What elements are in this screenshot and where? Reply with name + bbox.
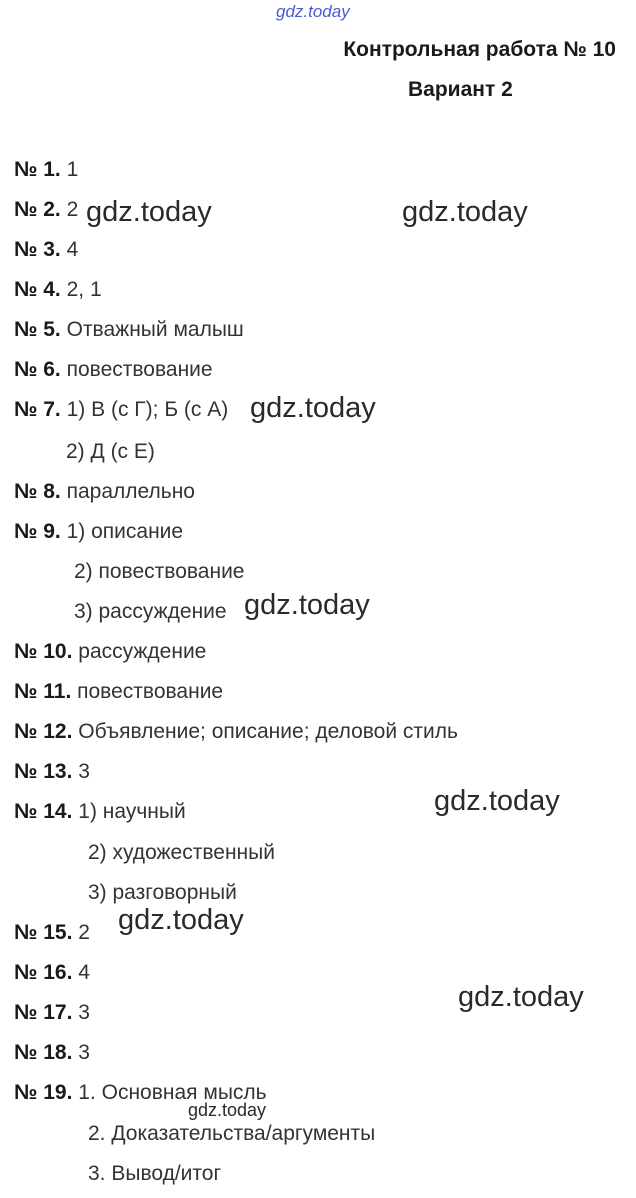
answer-line (14, 1041, 90, 1065)
watermark: gdz.today (188, 1100, 267, 1120)
answer-line (14, 158, 78, 182)
answer-number: № 9. (14, 520, 61, 543)
answer-text: Отважный малыш (66, 318, 244, 341)
answer-line (14, 760, 90, 784)
variant-label: Вариант 2 (408, 78, 513, 101)
answer-text: 2 (66, 198, 79, 221)
page-title: Контрольная работа № 10 (343, 38, 616, 61)
answer-line (66, 440, 155, 464)
answer-line (14, 358, 213, 382)
answer-line (14, 961, 90, 985)
watermark: gdz.today (118, 904, 244, 936)
answer-line (14, 318, 244, 342)
answer-line (88, 1122, 375, 1146)
answer-line (88, 841, 275, 865)
answer-line (14, 398, 228, 422)
answer-line (14, 520, 183, 544)
watermark: gdz.today (402, 196, 528, 228)
answer-number: № 10. (14, 640, 73, 663)
answer-number: № 13. (14, 760, 73, 783)
answer-number: № 7. (14, 398, 61, 421)
answer-line (14, 800, 186, 824)
answer-line (14, 238, 78, 262)
answer-text: 3 (78, 760, 90, 783)
answer-text: 3. Вывод/итог (88, 1162, 222, 1185)
answer-text: 3 (78, 1041, 90, 1064)
answer-line (14, 1001, 90, 1025)
answer-text: 1) описание (66, 520, 184, 543)
watermark: gdz.today (244, 589, 370, 621)
answer-number: № 18. (14, 1041, 73, 1064)
answer-line (14, 198, 78, 222)
answer-line (14, 680, 223, 704)
answer-text: 1. Основная мысль (78, 1081, 267, 1104)
answer-line (14, 720, 458, 744)
answer-number: № 12. (14, 720, 73, 743)
answer-number: № 5. (14, 318, 61, 341)
answer-number: № 4. (14, 278, 61, 301)
answer-line (88, 881, 237, 905)
watermark: gdz.today (250, 392, 376, 424)
answer-text: повествование (66, 358, 213, 381)
answer-text: 2) художественный (88, 841, 275, 864)
watermark: gdz.today (434, 785, 560, 817)
answer-text: 2 (78, 921, 90, 944)
answer-text: рассуждение (78, 640, 207, 663)
answer-text: 2) Д (с Е) (66, 440, 155, 463)
answer-number: № 1. (14, 158, 61, 181)
watermark: gdz.today (86, 196, 212, 228)
top-watermark: gdz.today (276, 2, 350, 21)
answer-number: № 11. (14, 680, 72, 703)
answer-line (14, 921, 90, 945)
answer-text: Объявление; описание; деловой стиль (78, 720, 458, 743)
answer-number: № 14. (14, 800, 73, 823)
answer-number: № 3. (14, 238, 61, 261)
answer-number: № 16. (14, 961, 73, 984)
answer-number: № 15. (14, 921, 73, 944)
answer-text: 4 (66, 238, 79, 261)
answer-text: 1) В (с Г); Б (с А) (66, 398, 229, 421)
answer-number: № 17. (14, 1001, 73, 1024)
answer-number: № 19. (14, 1081, 73, 1104)
answer-text: 1 (66, 158, 79, 181)
answer-line (88, 1162, 221, 1186)
answer-text: 4 (78, 961, 90, 984)
answer-text: 3) рассуждение (74, 600, 227, 623)
answer-line (74, 600, 227, 624)
answer-text: 1) научный (78, 800, 186, 823)
answer-text: 3 (78, 1001, 90, 1024)
answer-line (14, 278, 102, 302)
answer-text: 3) разговорный (88, 881, 237, 904)
answer-text: повествование (77, 680, 224, 703)
answer-line (14, 480, 195, 504)
answer-number: № 8. (14, 480, 61, 503)
answer-text: 2. Доказательства/аргументы (88, 1122, 376, 1145)
answer-line (74, 560, 244, 584)
answer-text: 2) повествование (74, 560, 245, 583)
answer-line (14, 640, 206, 664)
answer-number: № 6. (14, 358, 61, 381)
answer-number: № 2. (14, 198, 61, 221)
answer-text: параллельно (66, 480, 195, 503)
watermark: gdz.today (458, 981, 584, 1013)
answer-text: 2, 1 (66, 278, 102, 301)
